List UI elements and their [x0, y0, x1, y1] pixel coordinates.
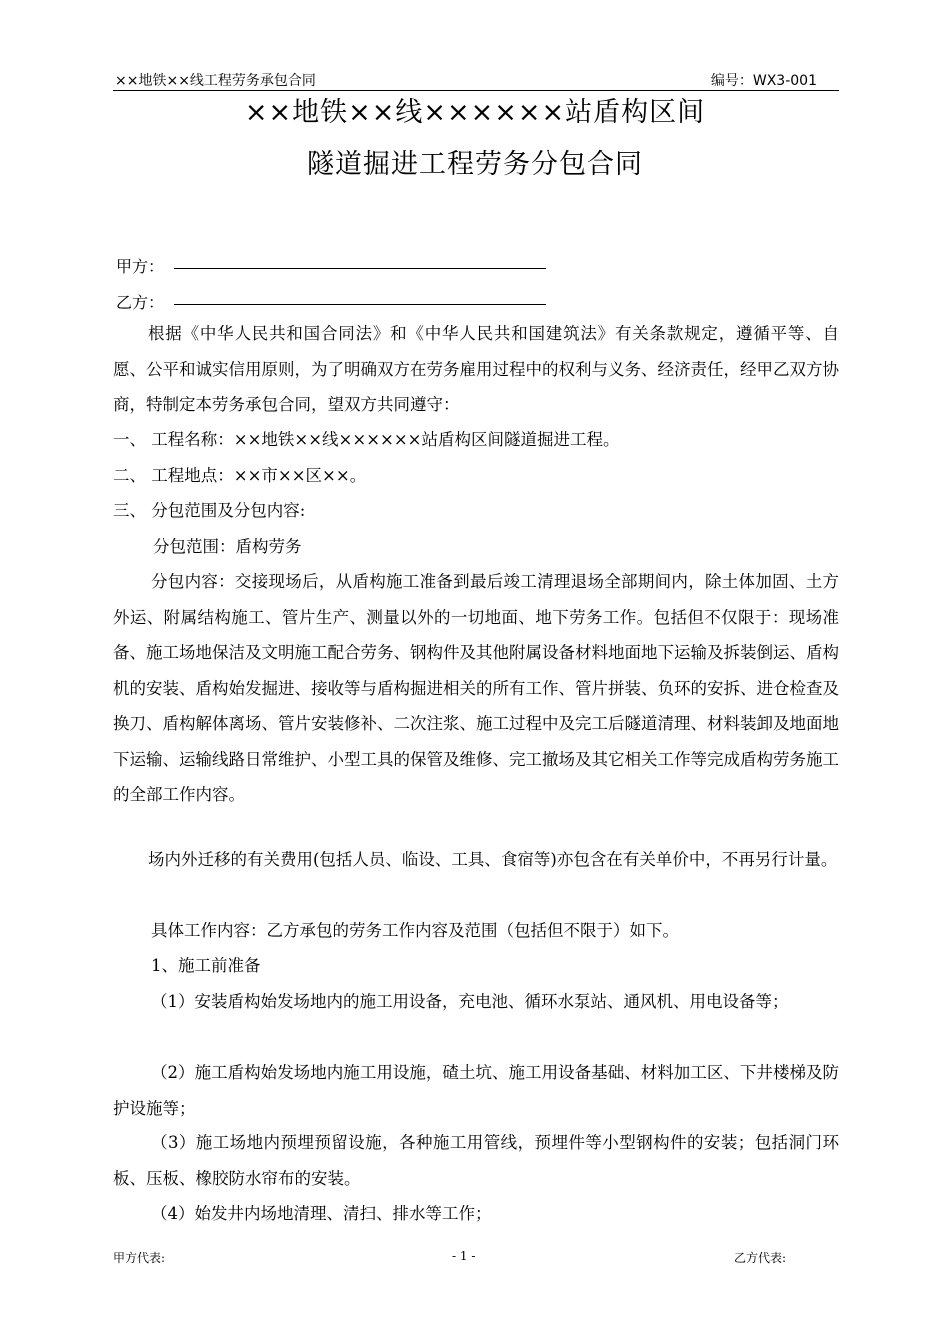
footer-party-a-rep: 甲方代表: — [113, 1251, 166, 1265]
party-b-blank-line — [174, 304, 546, 305]
specific-work-paragraph: 具体工作内容：乙方承包的劳务工作内容及范围（包括但不限于）如下。 — [151, 921, 679, 940]
item-project-name: 一、 工程名称：××地铁××线××××××站盾构区间隧道掘进工程。 — [113, 430, 620, 449]
party-a-row — [116, 254, 164, 277]
document-title-line1: ××地铁××线××××××站盾构区间 — [244, 97, 706, 128]
section-1-heading: 1、施工前准备 — [151, 956, 261, 975]
footer-page-number: - 1 - — [452, 1249, 476, 1263]
party-a-label: 甲方： — [116, 257, 165, 276]
fees-paragraph: 场内外迁移的有关费用(包括人员、临设、工具、食宿等)亦包含在有关单价中，不再另行计量。 — [148, 850, 838, 869]
sub-item-2: （2）施工盾构始发场地内施工用设施，碴土坑、施工用设备基础、材料加工区、下井楼梯及防护设施等； — [113, 1063, 839, 1118]
header-contract-name: ××地铁××线工程劳务承包合同 — [115, 73, 316, 89]
scope-paragraph: 分包范围：盾构劳务 — [153, 537, 302, 556]
item-project-location: 二、 工程地点：××市××区××。 — [113, 466, 367, 485]
sub-item-1: （1）安装盾构始发场地内的施工用设备，充电池、循环水泵站、通风机、用电设备等； — [151, 992, 789, 1011]
item-scope-heading: 三、 分包范围及分包内容: — [113, 501, 306, 520]
content-paragraph: 分包内容：交接现场后，从盾构施工准备到最后竣工清理退场全部期间内，除土体加固、土方外运、附属结构施工、管片生产、测量以外的一切地面、地下劳务工作。包括但不仅限于：现场准备、施工场地保洁及文明施工配合劳务、钢构件及其他附属设备材料地面地下运输及拆装倒运、盾构机的安装、盾构始发掘进、接收等与盾构掘进相关的所有工作、管片拼装、负环的安拆、进仓检查及换刀、盾构解体离场、管片安装修补、二次注浆、施工过程中及完工后隧道清理、材料装卸及地面地下运输、运输线路日常维护、小型工具的保管及维修、完工撤场及其它相关工作等完成盾构劳务施工的全部工作内容。 — [113, 572, 839, 804]
sub-item-3: （3）施工场地内预埋预留设施，各种施工用管线，预埋件等小型钢构件的安装；包括洞门环板、压板、橡胶防水帘布的安装。 — [113, 1133, 839, 1188]
party-a-blank-line — [174, 268, 546, 269]
header-contract-number: 编号：WX3-001 — [710, 73, 817, 89]
document-title-line2: 隧道掘进工程劳务分包合同 — [307, 149, 643, 180]
intro-paragraph: 根据《中华人民共和国合同法》和《中华人民共和国建筑法》有关条款规定，遵循平等、自愿、公平和诚实信用原则，为了明确双方在劳务雇用过程中的权利与义务、经济责任，经甲乙双方协商，特制定本劳务承包合同，望双方共同遵守： — [113, 324, 839, 414]
page-header — [113, 68, 839, 91]
footer-party-b-rep: 乙方代表: — [734, 1251, 787, 1265]
party-b-label: 乙方： — [116, 293, 165, 312]
party-b-row — [116, 290, 164, 313]
sub-item-4: （4）始发井内场地清理、清扫、排水等工作； — [151, 1204, 492, 1223]
